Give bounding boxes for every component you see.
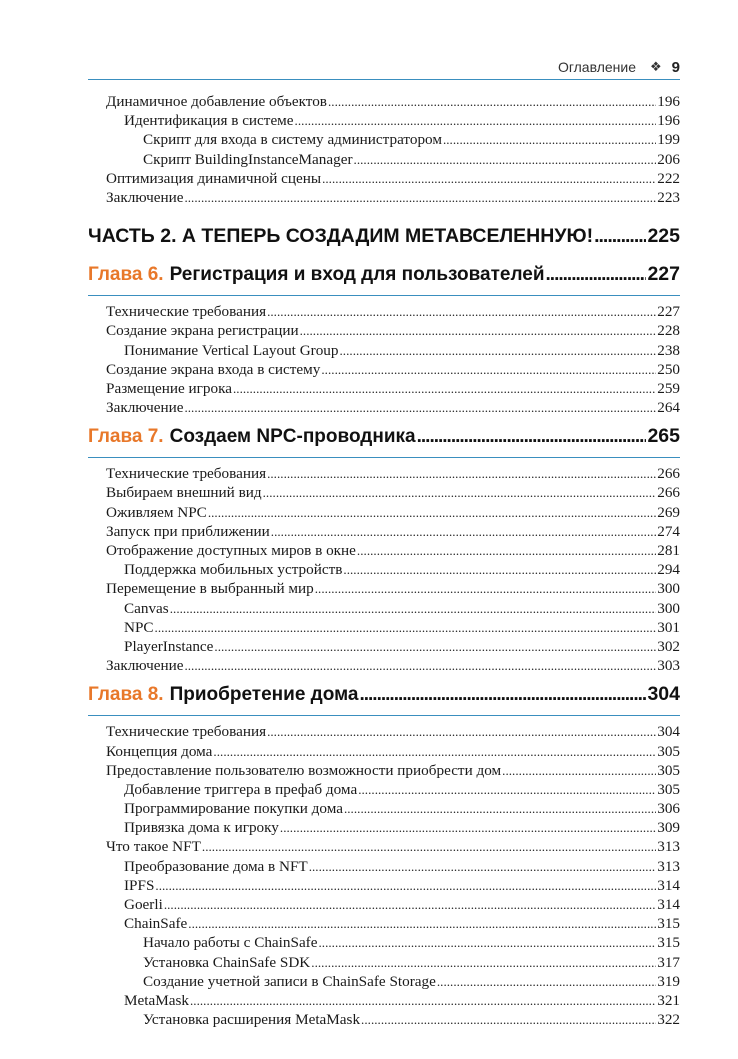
toc-entry [88, 321, 680, 340]
toc-entry-title: Идентификация в системе [124, 112, 294, 130]
toc-entry [88, 379, 680, 398]
leader-dots [213, 742, 656, 761]
toc-block-continued [88, 92, 680, 207]
leader-dots [361, 1010, 656, 1029]
toc-entry-page: 300 [657, 599, 680, 617]
toc-entry-title: Скрипт для входа в систему администратором [143, 131, 442, 149]
leader-dots [318, 933, 656, 952]
toc-entry [88, 780, 680, 799]
toc-entry-title: Что такое NFT [106, 838, 201, 856]
chapter-number: Глава 8. [88, 684, 164, 706]
toc-entry-title: Поддержка мобильных устройств [124, 561, 343, 579]
toc-entry-title: Привязка дома к игроку [124, 819, 279, 837]
toc-entry-title: Canvas [124, 599, 169, 617]
leader-dots [184, 398, 656, 417]
toc-entry [88, 991, 680, 1010]
toc-entry-title: Программирование покупки дома [124, 800, 343, 818]
toc-entry-title: Создание экрана регистрации [106, 322, 299, 340]
toc-entry-title: Goerli [124, 896, 163, 913]
leader-dots [208, 503, 656, 522]
leader-dots [202, 837, 656, 856]
leader-dots [358, 780, 656, 799]
toc-entry-title: Создание учетной записи в ChainSafe Storage [143, 972, 436, 990]
toc-entry [88, 503, 680, 522]
chapter-number: Глава 6. [88, 264, 164, 286]
toc-entry-page: 304 [657, 723, 680, 741]
toc-entry-page: 196 [657, 93, 680, 110]
toc-entry [88, 876, 680, 895]
chapter-6-entries [88, 302, 680, 417]
leader-dots [155, 618, 657, 637]
toc-entry [88, 857, 680, 876]
leader-dots [343, 560, 656, 579]
leader-dots [594, 225, 646, 248]
toc-entry-page: 250 [657, 360, 680, 378]
toc-entry [88, 953, 680, 972]
toc-entry [88, 722, 680, 741]
toc-entry-page: 319 [657, 972, 680, 990]
toc-entry [88, 150, 680, 169]
toc-entry-page: 305 [657, 742, 680, 760]
leader-dots [417, 426, 647, 448]
toc-entry-title: Заключение [106, 657, 184, 675]
toc-entry-page: 238 [657, 341, 680, 359]
toc-entry-page: 269 [657, 503, 680, 521]
toc-entry [88, 761, 680, 780]
toc-entry-title: Начало работы с ChainSafe [143, 934, 318, 952]
header-section-title: Оглавление [557, 59, 636, 75]
toc-entry-title: Оптимизация динамичной сцены [106, 169, 322, 187]
toc-entry-title: Скрипт BuildingInstanceManager [143, 150, 353, 168]
toc-entry-title: NPC [124, 618, 154, 636]
toc-entry [88, 360, 680, 379]
toc-entry-title: Технические требования [106, 303, 267, 321]
toc-entry-page: 228 [657, 322, 680, 340]
toc-entry-page: 309 [657, 819, 680, 837]
chapter-heading-7 [88, 425, 680, 458]
toc-entry-page: 266 [657, 484, 680, 502]
toc-entry-title: Установка расширения MetaMask [143, 1011, 361, 1029]
toc-entry-page: 315 [657, 934, 680, 952]
chapter-title: Регистрация и вход для пользователей [169, 264, 545, 286]
toc-entry-page: 306 [657, 800, 680, 818]
toc-entry-page: 314 [657, 896, 680, 913]
chapter-title: Создаем NPC-проводника [169, 426, 416, 448]
part-page: 225 [647, 225, 680, 248]
toc-entry [88, 914, 680, 933]
chapter-page: 265 [647, 425, 680, 448]
leader-dots [267, 302, 656, 321]
toc-entry [88, 579, 680, 598]
toc-entry-title: Добавление триггера в префаб дома [124, 780, 358, 798]
leader-dots [267, 722, 656, 741]
leader-dots [267, 464, 656, 483]
toc-entry-title: Заключение [106, 188, 184, 206]
toc-entry-title: Заключение [106, 399, 184, 417]
toc-entry [88, 656, 680, 675]
toc-entry-page: 322 [657, 1011, 680, 1029]
toc-entry-page: 199 [657, 131, 680, 149]
toc-entry [88, 111, 680, 130]
toc-entry-title: IPFS [124, 876, 155, 894]
leader-dots [311, 953, 656, 972]
leader-dots [437, 972, 656, 991]
toc-entry-page: 274 [657, 522, 680, 540]
toc-entry-page: 314 [657, 876, 680, 894]
toc-entry-page: 305 [657, 761, 680, 779]
leader-dots [170, 599, 657, 618]
leader-dots [322, 169, 656, 188]
leader-dots [309, 857, 657, 876]
toc-entry-title: Отображение доступных миров в окне [106, 542, 356, 559]
toc-entry-page: 223 [657, 188, 680, 206]
leader-dots [155, 876, 656, 895]
toc-entry [88, 522, 680, 541]
leader-dots [263, 483, 657, 502]
toc-entry-page: 305 [657, 780, 680, 798]
toc-entry-page: 196 [657, 112, 680, 130]
header-rule [88, 79, 680, 80]
leader-dots [271, 522, 656, 541]
leader-dots [357, 541, 656, 560]
toc-entry-page: 300 [657, 580, 680, 598]
toc-entry [88, 483, 680, 502]
toc-entry-title: Преобразование дома в NFT [124, 857, 308, 875]
chapter-page: 227 [647, 263, 680, 286]
chapter-8-entries [88, 722, 680, 1029]
toc-entry-page: 315 [657, 915, 680, 933]
toc-entry-page: 302 [657, 637, 680, 655]
fleuron-icon: ❖ [650, 59, 662, 74]
leader-dots [340, 341, 657, 360]
toc-entry-title: Предоставление пользователю возможности приобрести дом [106, 761, 502, 779]
toc-entry-title: Концепция дома [106, 742, 213, 760]
toc-entry-title: Размещение игрока [106, 379, 232, 397]
toc-entry-page: 281 [657, 542, 680, 559]
toc-entry [88, 742, 680, 761]
toc-entry-title: Установка ChainSafe SDK [143, 953, 311, 971]
toc-entry [88, 799, 680, 818]
toc-entry-page: 222 [657, 169, 680, 187]
chapter-heading-6 [88, 263, 680, 296]
part-title: ЧАСТЬ 2. А ТЕПЕРЬ СОЗДАДИМ МЕТАВСЕЛЕННУЮ! [88, 225, 594, 248]
toc-entry-page: 321 [657, 991, 680, 1009]
leader-dots [315, 579, 656, 598]
leader-dots [354, 150, 657, 169]
toc-entry-title: ChainSafe [124, 915, 188, 933]
toc-entry [88, 169, 680, 188]
running-header [88, 56, 680, 78]
leader-dots [190, 991, 656, 1010]
toc-entry-title: Динамичное добавление объектов [106, 93, 327, 110]
leader-dots [295, 111, 657, 130]
toc-entry [88, 618, 680, 637]
toc-entry [88, 464, 680, 483]
toc-entry-page: 264 [657, 399, 680, 417]
toc-entry-page: 303 [657, 657, 680, 675]
toc-entry-page: 294 [657, 561, 680, 579]
toc-entry-title: Оживляем NPC [106, 503, 207, 521]
toc-entry-title: Запуск при приближении [106, 522, 270, 540]
leader-dots [164, 895, 656, 914]
toc-entry [88, 972, 680, 991]
leader-dots [321, 360, 656, 379]
toc-entry [88, 130, 680, 149]
chapter-page: 304 [647, 683, 680, 706]
toc-entry [88, 895, 680, 914]
leader-dots [184, 188, 656, 207]
leader-dots [233, 379, 656, 398]
toc-entry [88, 398, 680, 417]
toc-entry [88, 541, 680, 560]
toc-entry-title: PlayerInstance [124, 637, 214, 655]
toc-entry [88, 302, 680, 321]
toc-entry-page: 301 [657, 618, 680, 636]
toc-entry [88, 933, 680, 952]
leader-dots [280, 818, 656, 837]
toc-entry-title: Выбираем внешний вид [106, 484, 262, 502]
chapter-number: Глава 7. [88, 426, 164, 448]
toc-entry-page: 266 [657, 465, 680, 483]
toc-entry-page: 227 [657, 303, 680, 321]
chapter-7-entries [88, 464, 680, 675]
toc-entry [88, 837, 680, 856]
chapter-title: Приобретение дома [169, 684, 359, 706]
toc-entry [88, 188, 680, 207]
toc-entry [88, 637, 680, 656]
leader-dots [300, 321, 657, 340]
leader-dots [188, 914, 656, 933]
leader-dots [344, 799, 656, 818]
toc-entry-title: Создание экрана входа в систему [106, 360, 321, 378]
toc-entry-title: Перемещение в выбранный мир [106, 580, 314, 598]
leader-dots [328, 92, 656, 111]
toc-entry [88, 818, 680, 837]
chapter-heading-8 [88, 683, 680, 716]
toc-entry-page: 317 [657, 953, 680, 971]
leader-dots [184, 656, 656, 675]
toc-entry-page: 313 [657, 838, 680, 856]
leader-dots [214, 637, 656, 656]
table-of-contents [88, 92, 680, 1029]
leader-dots [546, 264, 647, 286]
toc-entry [88, 92, 680, 111]
toc-entry [88, 560, 680, 579]
part-heading [88, 225, 680, 251]
leader-dots [502, 761, 656, 780]
toc-entry [88, 1010, 680, 1029]
toc-entry-page: 313 [657, 857, 680, 875]
page-number: 9 [671, 58, 680, 76]
leader-dots [443, 130, 656, 149]
toc-entry [88, 599, 680, 618]
toc-entry-title: Технические требования [106, 723, 267, 741]
toc-entry [88, 341, 680, 360]
toc-entry-title: Технические требования [106, 465, 267, 483]
toc-entry-title: MetaMask [124, 991, 189, 1009]
leader-dots [359, 684, 646, 706]
toc-entry-title: Понимание Vertical Layout Group [124, 341, 339, 359]
toc-entry-page: 259 [657, 379, 680, 397]
toc-entry-page: 206 [657, 150, 680, 168]
